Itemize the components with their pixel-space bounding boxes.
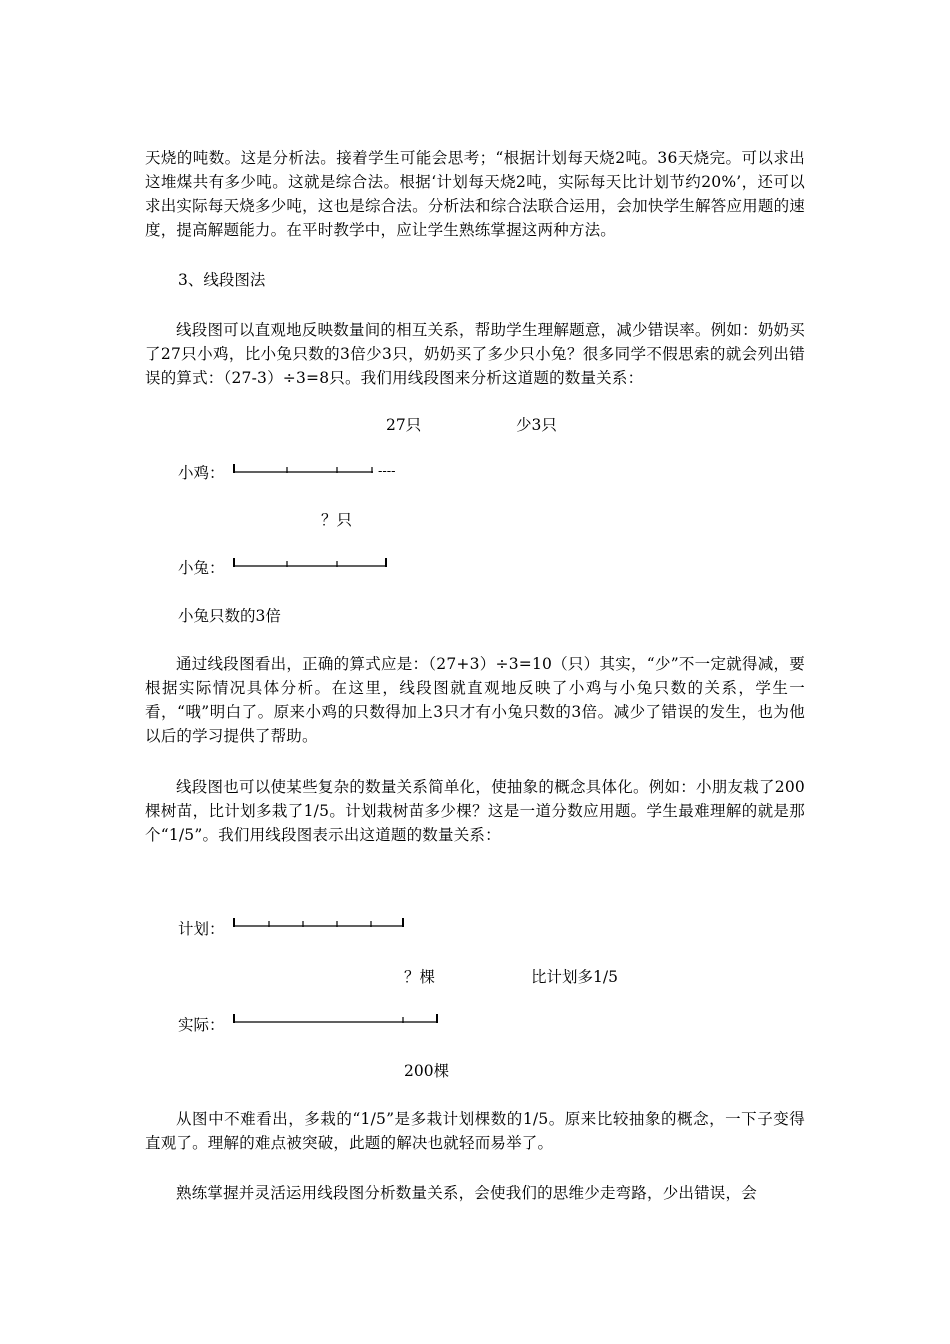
label-27: 27只 bbox=[386, 416, 422, 434]
rabbit-segment bbox=[233, 556, 393, 570]
label-question-rabbits: ？只 bbox=[321, 511, 353, 529]
paragraph-diagram-explanation: 通过线段图看出，正确的算式应是：（27+3）÷3=10（只）其实，“少”不一定就得减，要根据实际情况具体分析。在这里，线段图就直观地反映了小鸡与小兔只数的关系，学生一看，“哦”明白了。原来小鸡的只数得加上3只才有小兔只数的3倍。减少了错误的发生，也为他以后的学习提供了帮助。 bbox=[145, 655, 805, 745]
label-rabbit-3x: 小兔只数的3倍 bbox=[178, 607, 281, 625]
paragraph-final: 熟练掌握并灵活运用线段图分析数量关系，会使我们的思维少走弯路，少出错误，会 bbox=[176, 1184, 757, 1202]
paragraph-conclusion: 从图中不难看出，多栽的“1/5”是多栽计划棵数的1/5。原来比较抽象的概念，一下子变得直观了。理解的难点被突破，此题的解决也就轻而易举了。 bbox=[145, 1110, 805, 1152]
section-heading: 3、线段图法 bbox=[178, 271, 266, 289]
paragraph-analysis-synthesis: 天烧的吨数。这是分析法。接着学生可能会思考；“根据计划每天烧2吨。36天烧完。可以求出这堆煤共有多少吨。这就是综合法。根据‘计划每天烧2吨，实际每天比计划节约20%’，还可以求出实际每天烧多少吨，这也是综合法。分析法和综合法联合运用，会加快学生解答应用题的速度，提高解题能力。在平时教学中，应让学生熟练掌握这两种方法。 bbox=[145, 149, 805, 239]
label-rabbit: 小兔： bbox=[178, 559, 225, 577]
label-question-trees: ？棵 bbox=[404, 968, 436, 986]
label-more-fifth: 比计划多1/5 bbox=[531, 968, 618, 986]
paragraph-line-diagram-intro: 线段图可以直观地反映数量间的相互关系，帮助学生理解题意，减少错误率。例如：奶奶买了27只小鸡，比小兔只数的3倍少3只，奶奶买了多少只小兔？很多同学不假思索的就会列出错误的算式：（27-3）÷3=8只。我们用线段图来分析这道题的数量关系： bbox=[145, 321, 805, 387]
label-less-3: 少3只 bbox=[516, 416, 557, 434]
plan-segment bbox=[233, 916, 413, 930]
chick-dashes: ---- bbox=[378, 464, 396, 479]
chick-segment bbox=[233, 462, 383, 476]
label-plan: 计划： bbox=[178, 920, 225, 938]
paragraph-fraction-problem: 线段图也可以使某些复杂的数量关系简单化，使抽象的概念具体化。例如：小朋友栽了200棵树苗，比计划多栽了1/5。计划栽树苗多少棵？这是一道分数应用题。学生最难理解的就是那个“1/5”。我们用线段图表示出这道题的数量关系： bbox=[145, 778, 805, 844]
label-actual: 实际： bbox=[178, 1016, 225, 1034]
label-200-trees: 200棵 bbox=[404, 1062, 450, 1080]
actual-segment bbox=[233, 1012, 443, 1026]
label-chick: 小鸡： bbox=[178, 464, 225, 482]
